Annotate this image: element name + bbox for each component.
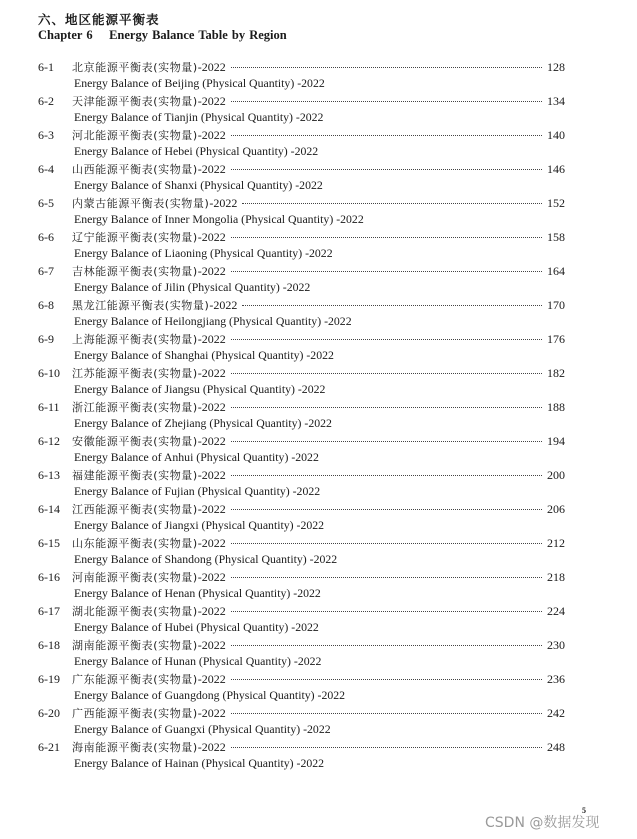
table-title-english: Energy Balance of Guangdong (Physical Quantity) -2022: [74, 688, 346, 702]
toc-entry-chinese-row: [38, 365, 565, 382]
page-folio: 5: [582, 806, 586, 815]
page-number: 248: [547, 740, 565, 754]
toc-entry[interactable]: [0, 739, 637, 773]
table-title-english: Energy Balance of Tianjin (Physical Quantity) -2022: [74, 110, 324, 124]
table-title-chinese[interactable]: 辽宁能源平衡表(实物量)-2022: [72, 230, 226, 244]
dot-leader: [231, 66, 542, 68]
toc-entry[interactable]: [0, 263, 637, 297]
table-title-english: Energy Balance of Shanghai (Physical Quantity) -2022: [74, 348, 334, 362]
table-title-english: Energy Balance of Hainan (Physical Quantity) -2022: [74, 756, 325, 770]
toc-entry-chinese-row: [38, 433, 565, 450]
dot-leader: [231, 712, 542, 714]
table-number: 6-9: [38, 332, 54, 346]
toc-entry[interactable]: [0, 229, 637, 263]
table-title-chinese[interactable]: 广西能源平衡表(实物量)-2022: [72, 706, 226, 720]
table-title-english: Energy Balance of Zhejiang (Physical Quantity) -2022: [74, 416, 332, 430]
table-title-chinese[interactable]: 江苏能源平衡表(实物量)-2022: [72, 366, 226, 380]
toc-entry-chinese-row: [38, 501, 565, 518]
toc-entry-chinese-row: [38, 229, 565, 246]
toc-entry[interactable]: [0, 467, 637, 501]
table-number: 6-13: [38, 468, 60, 482]
table-number: 6-6: [38, 230, 54, 244]
page-number: 218: [547, 570, 565, 584]
page-number: 158: [547, 230, 565, 244]
toc-entry-chinese-row: [38, 739, 565, 756]
table-title-chinese[interactable]: 吉林能源平衡表(实物量)-2022: [72, 264, 226, 278]
table-title-english: Energy Balance of Henan (Physical Quantity) -2022: [74, 586, 321, 600]
page-number: 194: [547, 434, 565, 448]
table-title-chinese[interactable]: 河南能源平衡表(实物量)-2022: [72, 570, 226, 584]
table-title-chinese[interactable]: 内蒙古能源平衡表(实物量)-2022: [72, 196, 238, 210]
page-number: 188: [547, 400, 565, 414]
dot-leader: [231, 678, 542, 680]
table-number: 6-1: [38, 60, 54, 74]
toc-entry[interactable]: [0, 433, 637, 467]
table-title-english: Energy Balance of Jilin (Physical Quantity) -2022: [74, 280, 311, 294]
dot-leader: [231, 338, 542, 340]
page-number: 224: [547, 604, 565, 618]
toc-entry-chinese-row: [38, 637, 565, 654]
toc-entry[interactable]: [0, 93, 637, 127]
table-number: 6-17: [38, 604, 60, 618]
table-of-contents: [0, 59, 637, 773]
dot-leader: [231, 644, 542, 646]
page-number: 146: [547, 162, 565, 176]
page-number: 164: [547, 264, 565, 278]
toc-entry[interactable]: [0, 365, 637, 399]
table-title-english: Energy Balance of Anhui (Physical Quantity) -2022: [74, 450, 319, 464]
table-title-english: Energy Balance of Hubei (Physical Quantity) -2022: [74, 620, 319, 634]
toc-entry-chinese-row: [38, 535, 565, 552]
dot-leader: [231, 610, 542, 612]
dot-leader: [242, 202, 542, 204]
table-title-chinese[interactable]: 北京能源平衡表(实物量)-2022: [72, 60, 226, 74]
page-number: 182: [547, 366, 565, 380]
page-number: 170: [547, 298, 565, 312]
table-number: 6-3: [38, 128, 54, 142]
page-number: 152: [547, 196, 565, 210]
table-title-chinese[interactable]: 海南能源平衡表(实物量)-2022: [72, 740, 226, 754]
toc-entry[interactable]: [0, 705, 637, 739]
page-number: 212: [547, 536, 565, 550]
toc-entry[interactable]: [0, 535, 637, 569]
table-title-chinese[interactable]: 上海能源平衡表(实物量)-2022: [72, 332, 226, 346]
toc-entry[interactable]: [0, 195, 637, 229]
table-number: 6-2: [38, 94, 54, 108]
toc-entry-chinese-row: [38, 569, 565, 586]
table-title-english: Energy Balance of Shanxi (Physical Quantity) -2022: [74, 178, 323, 192]
table-number: 6-7: [38, 264, 54, 278]
table-number: 6-11: [38, 400, 60, 414]
dot-leader: [231, 508, 542, 510]
table-number: 6-12: [38, 434, 60, 448]
toc-entry-chinese-row: [38, 467, 565, 484]
toc-entry[interactable]: [0, 501, 637, 535]
toc-entry-chinese-row: [38, 127, 565, 144]
table-number: 6-8: [38, 298, 54, 312]
toc-entry-chinese-row: [38, 195, 565, 212]
dot-leader: [231, 542, 542, 544]
table-title-english: Energy Balance of Hebei (Physical Quantity) -2022: [74, 144, 319, 158]
table-number: 6-21: [38, 740, 60, 754]
toc-entry-chinese-row: [38, 263, 565, 280]
table-title-chinese[interactable]: 广东能源平衡表(实物量)-2022: [72, 672, 226, 686]
toc-entry[interactable]: [0, 161, 637, 195]
page-number: 134: [547, 94, 565, 108]
table-number: 6-15: [38, 536, 60, 550]
dot-leader: [231, 746, 542, 748]
toc-entry-chinese-row: [38, 161, 565, 178]
dot-leader: [231, 270, 542, 272]
table-title-chinese[interactable]: 福建能源平衡表(实物量)-2022: [72, 468, 226, 482]
page-number: 176: [547, 332, 565, 346]
table-title-english: Energy Balance of Shandong (Physical Quantity) -2022: [74, 552, 338, 566]
dot-leader: [231, 576, 542, 578]
csdn-watermark: CSDN @数据发现: [485, 815, 600, 831]
page-number: 242: [547, 706, 565, 720]
toc-entry[interactable]: [0, 671, 637, 705]
toc-entry-chinese-row: [38, 331, 565, 348]
table-number: 6-4: [38, 162, 54, 176]
toc-entry[interactable]: [0, 603, 637, 637]
toc-entry[interactable]: [0, 127, 637, 161]
dot-leader: [231, 100, 542, 102]
table-title-chinese[interactable]: 山东能源平衡表(实物量)-2022: [72, 536, 226, 550]
table-title-english: Energy Balance of Jiangsu (Physical Quantity) -2022: [74, 382, 326, 396]
table-number: 6-19: [38, 672, 60, 686]
toc-entry-chinese-row: [38, 671, 565, 688]
table-number: 6-18: [38, 638, 60, 652]
dot-leader: [231, 406, 542, 408]
toc-entry[interactable]: [0, 569, 637, 603]
table-title-chinese[interactable]: 黑龙江能源平衡表(实物量)-2022: [72, 298, 238, 312]
table-title-chinese[interactable]: 湖北能源平衡表(实物量)-2022: [72, 604, 226, 618]
dot-leader: [231, 236, 542, 238]
toc-entry[interactable]: [0, 297, 637, 331]
page-number: 200: [547, 468, 565, 482]
toc-entry-chinese-row: [38, 603, 565, 620]
table-title-chinese[interactable]: 江西能源平衡表(实物量)-2022: [72, 502, 226, 516]
table-title-chinese[interactable]: 河北能源平衡表(实物量)-2022: [72, 128, 226, 142]
page-number: 128: [547, 60, 565, 74]
toc-entry[interactable]: [0, 331, 637, 365]
table-title-chinese[interactable]: 山西能源平衡表(实物量)-2022: [72, 162, 226, 176]
table-title-chinese[interactable]: 安徽能源平衡表(实物量)-2022: [72, 434, 226, 448]
toc-entry-chinese-row: [38, 297, 565, 314]
table-title-english: Energy Balance of Jiangxi (Physical Quantity) -2022: [74, 518, 325, 532]
dot-leader: [231, 168, 542, 170]
table-title-english: Energy Balance of Liaoning (Physical Quantity) -2022: [74, 246, 333, 260]
toc-entry[interactable]: [0, 399, 637, 433]
dot-leader: [242, 304, 542, 306]
dot-leader: [231, 134, 542, 136]
toc-entry-chinese-row: [38, 93, 565, 110]
table-number: 6-20: [38, 706, 60, 720]
section-title-chinese: 六、地区能源平衡表: [38, 12, 160, 27]
page-number: 236: [547, 672, 565, 686]
table-title-english: Energy Balance of Hunan (Physical Quantity) -2022: [74, 654, 322, 668]
toc-entry[interactable]: [0, 637, 637, 671]
toc-entry-chinese-row: [38, 705, 565, 722]
table-title-english: Energy Balance of Fujian (Physical Quantity) -2022: [74, 484, 321, 498]
toc-entry-chinese-row: [38, 59, 565, 76]
table-title-chinese[interactable]: 浙江能源平衡表(实物量)-2022: [72, 400, 226, 414]
table-number: 6-14: [38, 502, 60, 516]
table-number: 6-10: [38, 366, 60, 380]
table-title-english: Energy Balance of Heilongjiang (Physical Quantity) -2022: [74, 314, 352, 328]
table-title-chinese[interactable]: 湖南能源平衡表(实物量)-2022: [72, 638, 226, 652]
table-title-english: Energy Balance of Beijing (Physical Quantity) -2022: [74, 76, 325, 90]
dot-leader: [231, 474, 542, 476]
dot-leader: [231, 440, 542, 442]
toc-entry[interactable]: [0, 59, 637, 93]
page-number: 230: [547, 638, 565, 652]
dot-leader: [231, 372, 542, 374]
page-number: 140: [547, 128, 565, 142]
chapter-title-english: Chapter 6 Energy Balance Table by Region: [38, 28, 287, 42]
table-number: 6-5: [38, 196, 54, 210]
table-number: 6-16: [38, 570, 60, 584]
table-title-english: Energy Balance of Inner Mongolia (Physical Quantity) -2022: [74, 212, 364, 226]
table-title-english: Energy Balance of Guangxi (Physical Quantity) -2022: [74, 722, 331, 736]
table-title-chinese[interactable]: 天津能源平衡表(实物量)-2022: [72, 94, 226, 108]
page-number: 206: [547, 502, 565, 516]
toc-entry-chinese-row: [38, 399, 565, 416]
